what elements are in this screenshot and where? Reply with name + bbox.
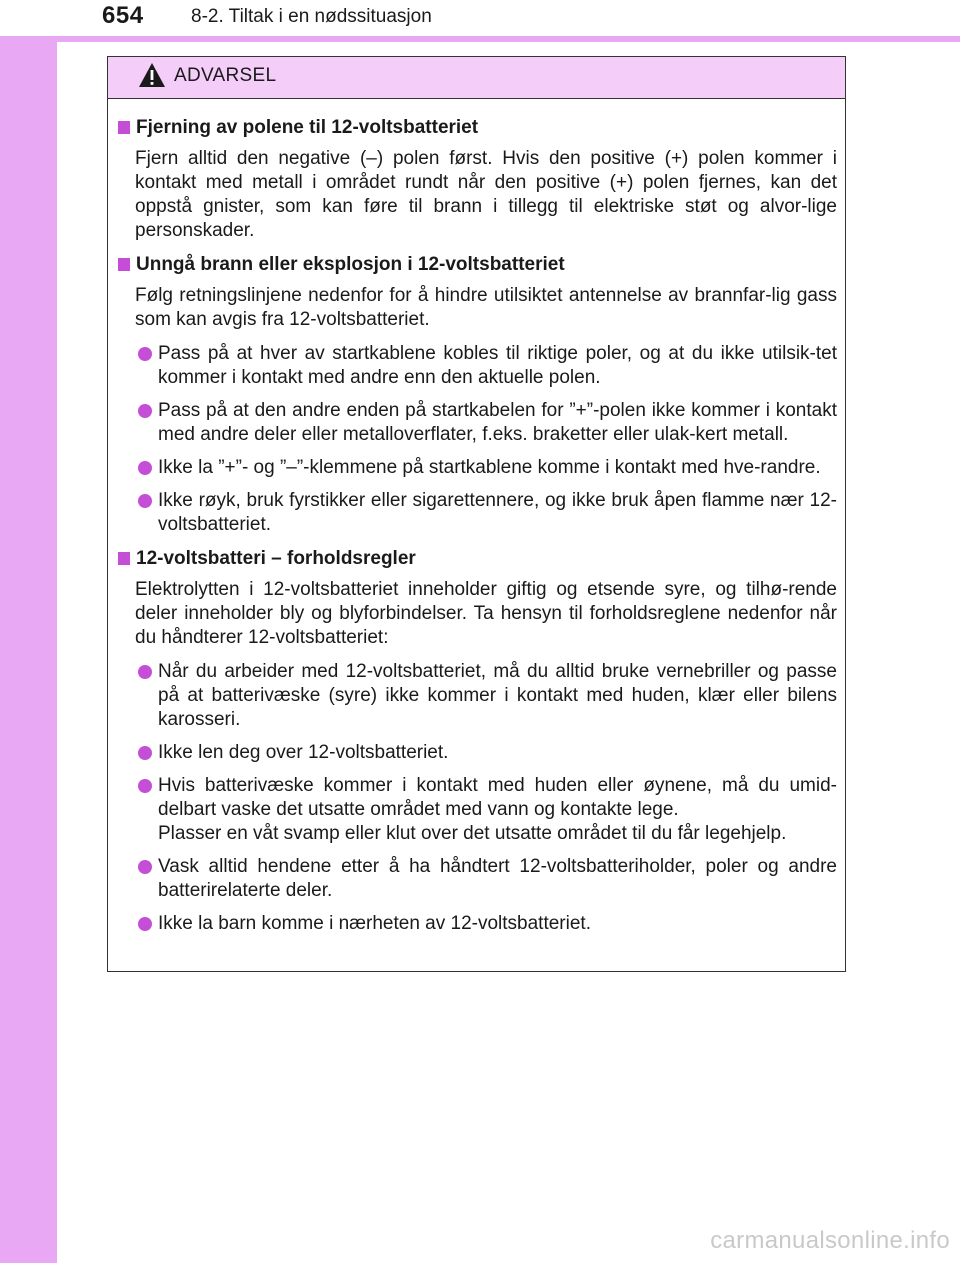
list-item <box>108 912 837 936</box>
section-title: 8-2. Tiltak i en nødssituasjon <box>191 6 432 27</box>
warning-section <box>108 547 837 936</box>
list-item <box>108 741 837 765</box>
round-bullet-icon <box>138 665 152 679</box>
warning-box <box>107 56 846 972</box>
warning-body <box>108 99 845 936</box>
list-item <box>108 456 837 480</box>
warning-section <box>108 116 837 243</box>
section-heading <box>108 116 837 140</box>
list-item-text: Pass på at hver av startkablene kobles til riktige poler, og at du ikke utilsik-tet kommer i kontakt med andre enn den aktuelle polen. <box>158 343 837 388</box>
section-heading-text: Unngå brann eller eksplosjon i 12-voltsbatteriet <box>136 254 565 275</box>
round-bullet-icon <box>138 461 152 475</box>
list-item-text: Ikke la ”+”- og ”–”-klemmene på startkablene komme i kontakt med hve-randre. <box>158 457 821 478</box>
header-rule <box>0 36 960 42</box>
section-heading <box>108 253 837 277</box>
list-item <box>108 855 837 903</box>
list-item-text: Pass på at den andre enden på startkabelen for ”+”-polen ikke kommer i kontakt med andre deler eller metalloverflater, f.eks. braketter eller ulak-kert metall. <box>158 400 837 445</box>
warning-label: ADVARSEL <box>174 65 277 86</box>
list-item-text: Når du arbeider med 12-voltsbatteriet, må du alltid bruke vernebriller og passe på at batterivæske (syre) ikke kommer i kontakt med huden, klær eller bilens karosseri. <box>158 661 837 730</box>
square-bullet-icon <box>118 258 130 271</box>
square-bullet-icon <box>118 121 130 134</box>
section-paragraph: Fjern alltid den negative (–) polen først. Hvis den positive (+) polen kommer i kontakt med metall i området rundt når den positive (+) polen fjernes, kan det oppstå gnister, som kan føre til brann i tillegg til elektriske støt og alvor-lige personskader. <box>135 148 837 241</box>
section-heading <box>108 547 837 571</box>
list-item <box>108 489 837 537</box>
section-paragraph: Elektrolytten i 12-voltsbatteriet inneholder giftig og etsende syre, og tilhø-rende deler inneholder bly og blyforbindelser. Ta hensyn til forholdsreglene nedenfor når du håndterer 12-voltsbatteriet: <box>135 579 837 648</box>
round-bullet-icon <box>138 347 152 361</box>
list-item-text: Hvis batterivæske kommer i kontakt med huden eller øynene, må du umid-delbart vaske det utsatte området med vann og kontakte lege. <box>158 775 837 820</box>
section-heading-text: Fjerning av polene til 12-voltsbatteriet <box>136 117 479 138</box>
page-number: 654 <box>102 2 144 29</box>
side-tab <box>0 0 57 1263</box>
list-item <box>108 660 837 732</box>
watermark: carmanualsonline.info <box>710 1227 950 1254</box>
section-heading-text: 12-voltsbatteri – forholdsregler <box>136 548 416 569</box>
warning-header <box>108 57 845 99</box>
section-paragraph: Følg retningslinjene nedenfor for å hindre utilsiktet antennelse av brannfar-lig gass som kan avgis fra 12-voltsbatteriet. <box>135 285 837 330</box>
list-item-text: Ikke len deg over 12-voltsbatteriet. <box>158 742 449 763</box>
square-bullet-icon <box>118 552 130 565</box>
round-bullet-icon <box>138 779 152 793</box>
list-item <box>108 774 837 846</box>
round-bullet-icon <box>138 404 152 418</box>
list-item-extra-text: Plasser en våt svamp eller klut over det utsatte området til du får legehjelp. <box>158 823 787 844</box>
warning-triangle-icon <box>138 62 166 88</box>
warning-section <box>108 253 837 537</box>
round-bullet-icon <box>138 860 152 874</box>
round-bullet-icon <box>138 917 152 931</box>
list-item-text: Ikke røyk, bruk fyrstikker eller sigarettennere, og ikke bruk åpen flamme nær 12-voltsbatteriet. <box>158 490 837 535</box>
page-header <box>0 0 960 36</box>
list-item-text: Vask alltid hendene etter å ha håndtert 12-voltsbatteriholder, poler og andre batterirelaterte deler. <box>158 856 837 901</box>
list-item <box>108 342 837 390</box>
list-item <box>108 399 837 447</box>
round-bullet-icon <box>138 746 152 760</box>
round-bullet-icon <box>138 494 152 508</box>
list-item-text: Ikke la barn komme i nærheten av 12-voltsbatteriet. <box>158 913 591 934</box>
